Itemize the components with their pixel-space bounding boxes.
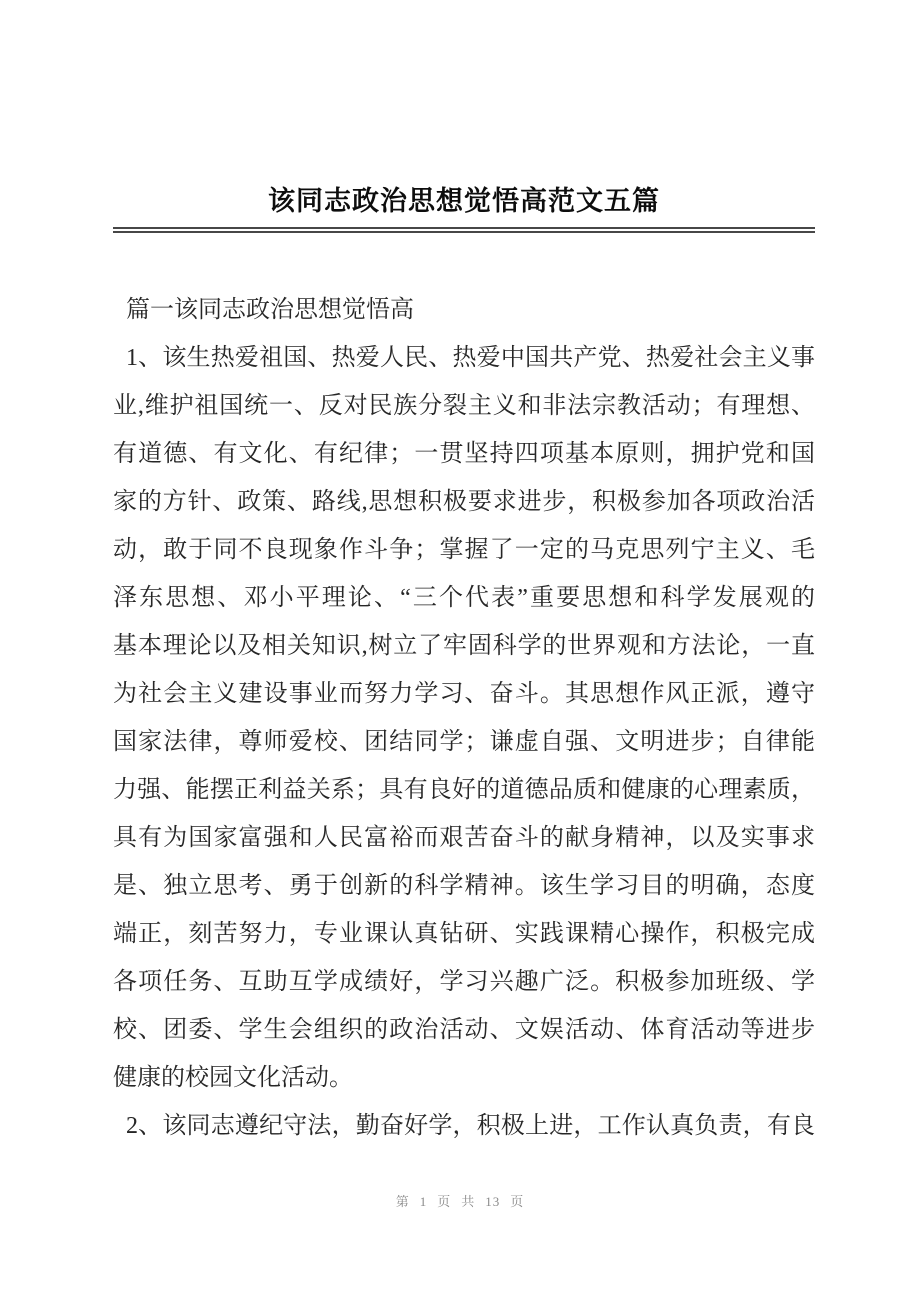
footer-total-pages-label: 页 — [510, 1194, 525, 1209]
text-line: 为社会主义建设事业而努力学习、奋斗。其思想作风正派，遵守 — [113, 681, 815, 707]
title-double-rule — [113, 227, 815, 233]
text-line: 篇一该同志政治思想觉悟高 — [126, 297, 414, 323]
text-line: 国家法律，尊师爱校、团结同学；谦虚自强、文明进步；自律能 — [113, 729, 815, 755]
text-line: 泽东思想、邓小平理论、“三个代表”重要思想和科学发展观的 — [113, 585, 815, 611]
footer-page-label: 页 — [437, 1194, 452, 1209]
text-line: 健康的校园文化活动。 — [113, 1065, 353, 1091]
text-line: 端正，刻苦努力，专业课认真钻研、实践课精心操作，积极完成 — [113, 921, 815, 947]
footer-prefix-label: 第 — [395, 1194, 410, 1209]
page-content — [113, 0, 815, 1150]
text-line: 1、该生热爱祖国、热爱人民、热爱中国共产党、热爱社会主义事 — [126, 345, 815, 371]
text-line: 各项任务、互助互学成绩好，学习兴趣广泛。积极参加班级、学 — [113, 969, 815, 995]
page-footer — [0, 1191, 920, 1210]
text-line: 动，敢于同不良现象作斗争；掌握了一定的马克思列宁主义、毛 — [113, 537, 815, 563]
page-number: 1 — [419, 1194, 428, 1209]
document-body — [113, 286, 815, 1150]
text-line: 2、该同志遵纪守法，勤奋好学，积极上进，工作认真负责，有良 — [126, 1113, 815, 1139]
text-line: 力强、能摆正利益关系；具有良好的道德品质和健康的心理素质， — [113, 777, 815, 803]
footer-total-label: 共 — [461, 1194, 476, 1209]
text-line: 家的方针、政策、路线,思想积极要求进步，积极参加各项政治活 — [113, 489, 815, 515]
text-line: 基本理论以及相关知识,树立了牢固科学的世界观和方法论，一直 — [113, 633, 815, 659]
text-line: 是、独立思考、勇于创新的科学精神。该生学习目的明确，态度 — [113, 873, 815, 899]
text-line: 具有为国家富强和人民富裕而艰苦奋斗的献身精神，以及实事求 — [113, 825, 815, 851]
text-line: 校、团委、学生会组织的政治活动、文娱活动、体育活动等进步 — [113, 1017, 815, 1043]
text-line: 有道德、有文化、有纪律；一贯坚持四项基本原则，拥护党和国 — [113, 441, 815, 467]
text-line: 业,维护祖国统一、反对民族分裂主义和非法宗教活动；有理想、 — [113, 393, 815, 419]
document-title: 该同志政治思想觉悟高范文五篇 — [268, 186, 660, 216]
total-pages: 13 — [485, 1194, 501, 1209]
